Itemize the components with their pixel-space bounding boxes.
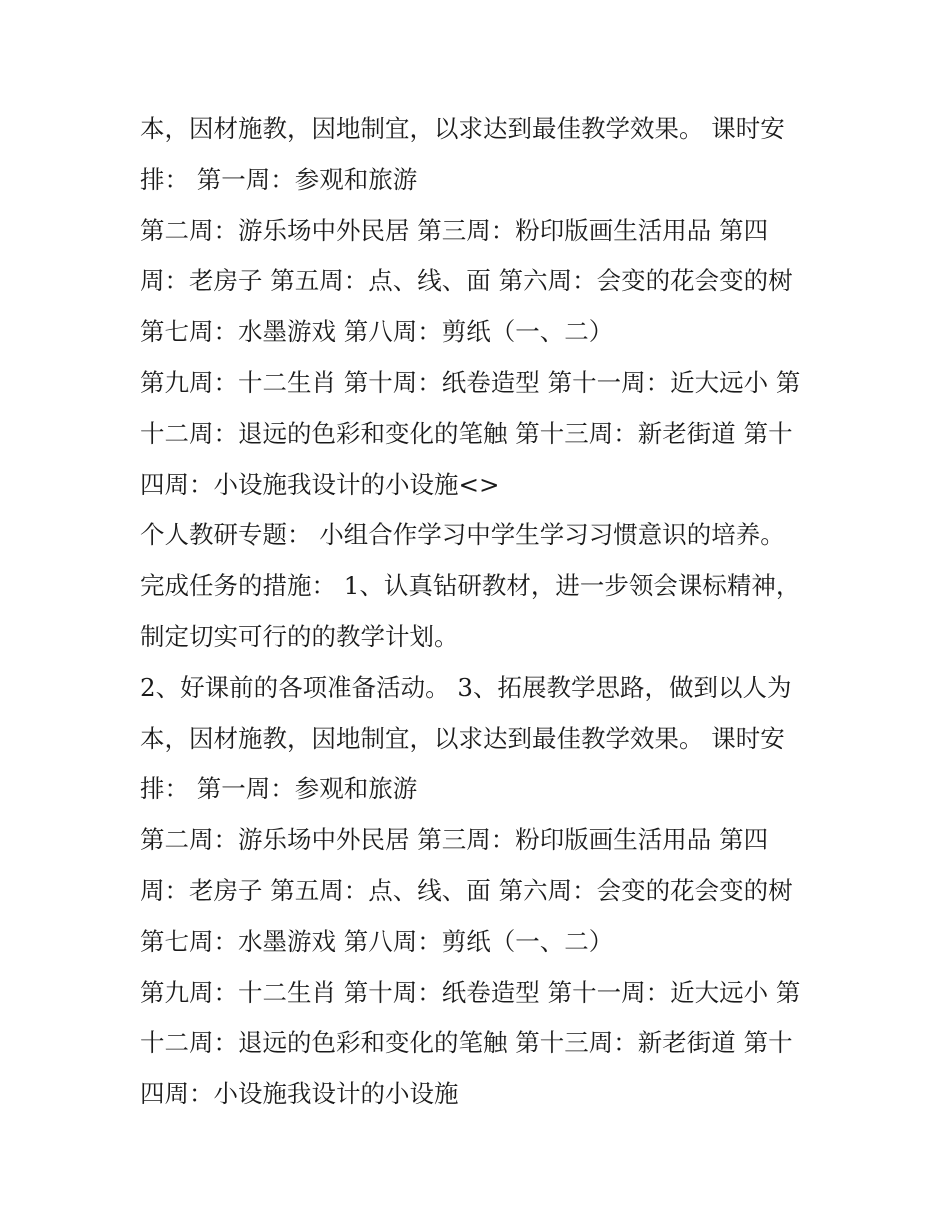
- text-line: 排： 第一周：参观和旅游: [140, 164, 418, 194]
- document-body: [140, 104, 820, 1120]
- text-line: 四周：小设施我设计的小设施: [140, 1079, 459, 1109]
- text-line: 第七周：水墨游戏 第八周：剪纸（一、二）: [140, 926, 614, 956]
- text-line: 四周：小设施我设计的小设施<>: [140, 469, 500, 499]
- text-line: 周：老房子 第五周：点、线、面 第六周：会变的花会变的树: [140, 266, 793, 296]
- text-line: 第二周：游乐场中外民居 第三周：粉印版画生活用品 第四: [140, 825, 769, 855]
- text-line: 排： 第一周：参观和旅游: [140, 774, 418, 804]
- text-line: 本，因材施教，因地制宜，以求达到最佳教学效果。 课时安: [140, 723, 785, 753]
- text-line: 个人教研专题： 小组合作学习中学生学习习惯意识的培养。: [140, 520, 785, 550]
- text-line: 第七周：水墨游戏 第八周：剪纸（一、二）: [140, 317, 614, 347]
- text-line: 第九周：十二生肖 第十周：纸卷造型 第十一周：近大远小 第: [140, 977, 801, 1007]
- text-line: 制定切实可行的的教学计划。: [140, 621, 459, 651]
- text-line: 2、好课前的各项准备活动。 3、拓展教学思路，做到以人为: [140, 672, 792, 702]
- text-line: 十二周：退远的色彩和变化的笔触 第十三周：新老街道 第十: [140, 418, 793, 448]
- text-line: 完成任务的措施： 1、认真钻研教材，进一步领会课标精神，: [140, 571, 801, 601]
- text-line: 本，因材施教，因地制宜，以求达到最佳教学效果。 课时安: [140, 114, 785, 143]
- text-line: 第九周：十二生肖 第十周：纸卷造型 第十一周：近大远小 第: [140, 367, 801, 397]
- text-line: 第二周：游乐场中外民居 第三周：粉印版画生活用品 第四: [140, 215, 769, 245]
- text-line: 十二周：退远的色彩和变化的笔触 第十三周：新老街道 第十: [140, 1028, 793, 1058]
- text-line: 周：老房子 第五周：点、线、面 第六周：会变的花会变的树: [140, 875, 793, 905]
